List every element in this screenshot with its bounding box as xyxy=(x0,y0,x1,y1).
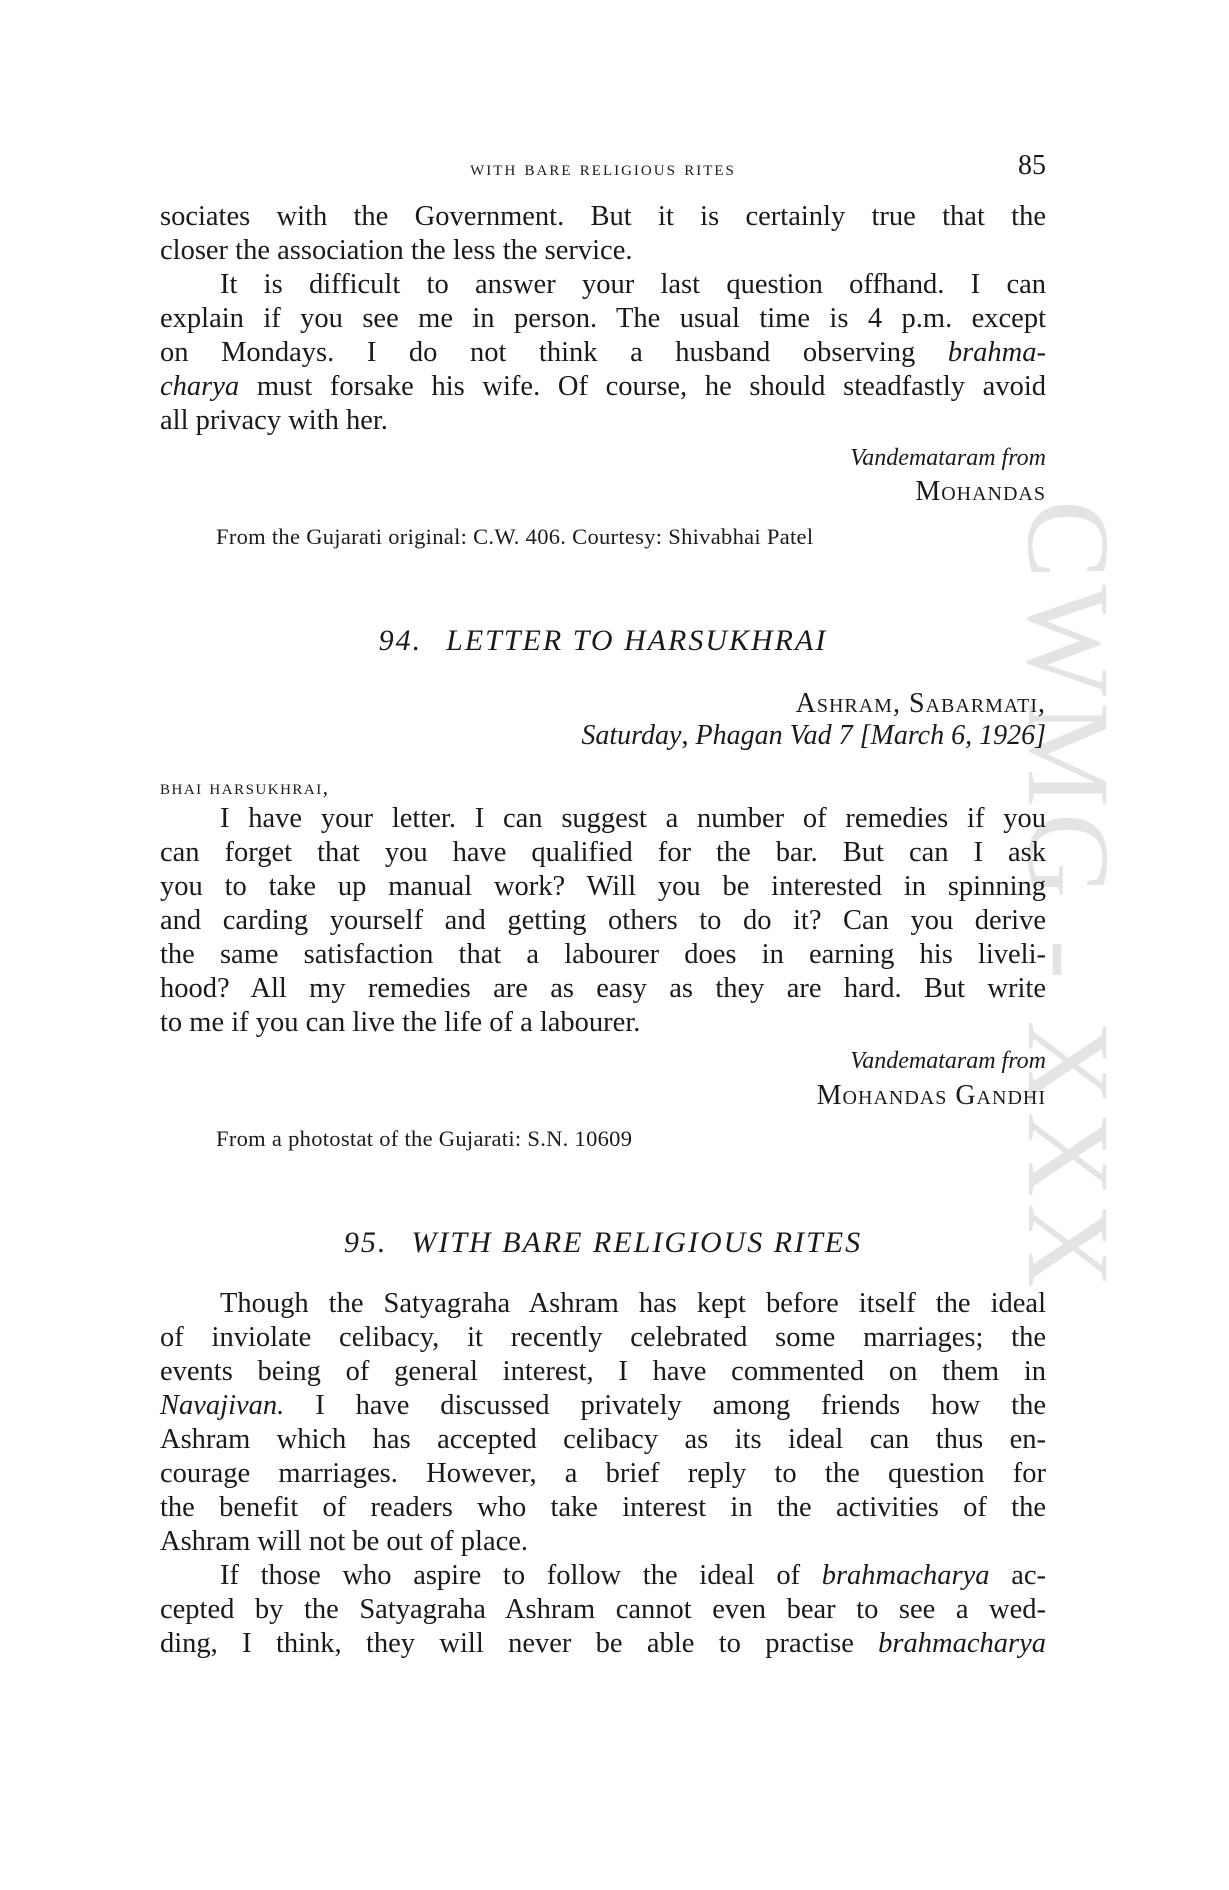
text-segment: must forsake his wife. Of course, he should steadfastly avoid xyxy=(239,371,1046,402)
text-line: I have your letter. I can suggest a number of remedies if you xyxy=(220,803,1046,834)
section-number: 94. xyxy=(378,624,423,657)
source-note: From a photostat of the Gujarati: S.N. 10609 xyxy=(216,1126,633,1151)
text-line: you to take up manual work? Will you be interested in spinning xyxy=(160,871,1046,902)
signature: Mohandas Gandhi xyxy=(816,1080,1046,1111)
watermark: CWMG - XXX xyxy=(1003,500,1134,1295)
date-line xyxy=(581,720,1046,752)
text-line: sociates with the Government. But it is certainly true that the xyxy=(160,201,1046,232)
text-line: It is difficult to answer your last question offhand. I can xyxy=(220,269,1046,300)
date-month: Phagan Vad 7 xyxy=(695,720,853,751)
italic-term: brahmacharya xyxy=(821,1560,990,1591)
letter-94-body xyxy=(160,802,1046,1040)
signoff: Vandemataram from xyxy=(850,1048,1046,1074)
running-head xyxy=(160,150,1046,186)
text-line: to me if you can live the life of a labourer. xyxy=(160,1007,641,1038)
text-line xyxy=(160,1389,1046,1423)
text-line: events being of general interest, I have commented on them in xyxy=(160,1356,1046,1387)
text-line: the benefit of readers who take interest in the activities of the xyxy=(160,1492,1046,1523)
text-line: and carding yourself and getting others to do it? Can you derive xyxy=(160,905,1046,936)
text-line: all privacy with her. xyxy=(160,405,388,436)
date-bracket: [March 6, 1926] xyxy=(852,720,1046,751)
text-segment: I have discussed privately among friends how the xyxy=(284,1390,1046,1421)
italic-term: Navajivan. xyxy=(160,1390,285,1421)
section-title: WITH BARE RELIGIOUS RITES xyxy=(411,1226,863,1259)
date-day: Saturday xyxy=(581,720,682,751)
section-number: 95. xyxy=(343,1226,388,1259)
text-line: Ashram which has accepted celibacy as its ideal can thus en- xyxy=(160,1424,1046,1455)
signature: Mohandas xyxy=(915,476,1046,507)
previous-letter-body xyxy=(160,200,1046,438)
text-line: Ashram will not be out of place. xyxy=(160,1526,529,1557)
salutation: bhai harsukhrai, xyxy=(160,775,330,799)
italic-term: charya xyxy=(160,371,240,402)
text-line xyxy=(160,336,1046,370)
source-note: From the Gujarati original: C.W. 406. Courtesy: Shivabhai Patel xyxy=(216,524,814,549)
signoff: Vandemataram from xyxy=(850,445,1046,471)
page-number: 85 xyxy=(1018,150,1046,181)
text-line: explain if you see me in person. The usual time is 4 p.m. except xyxy=(160,303,1046,334)
section-heading-94 xyxy=(160,624,1046,658)
place-line: Ashram, Sabarmati, xyxy=(795,688,1046,719)
text-line: can forget that you have qualified for the bar. But can I ask xyxy=(160,837,1046,868)
text-line xyxy=(160,1559,1046,1593)
text-line: closer the association the less the service. xyxy=(160,235,633,266)
italic-term: brahma- xyxy=(947,337,1046,368)
running-title: with bare religious rites xyxy=(470,156,736,180)
section-title: LETTER TO HARSUKHRAI xyxy=(446,624,828,657)
text-line: of inviolate celibacy, it recently celebrated some marriages; the xyxy=(160,1322,1046,1353)
article-95-body xyxy=(160,1287,1046,1661)
text-segment: ac- xyxy=(989,1560,1046,1591)
text-line: courage marriages. However, a brief reply to the question for xyxy=(160,1458,1046,1489)
section-heading-95 xyxy=(160,1226,1046,1260)
text-line xyxy=(160,1627,1046,1661)
text-segment: ding, I think, they will never be able to practise xyxy=(160,1628,879,1659)
date-separator: , xyxy=(681,720,696,751)
text-line: hood? All my remedies are as easy as they are hard. But write xyxy=(160,973,1046,1004)
text-line: the same satisfaction that a labourer does in earning his liveli- xyxy=(160,939,1046,970)
text-line xyxy=(160,370,1046,404)
text-line: cepted by the Satyagraha Ashram cannot even bear to see a wed- xyxy=(160,1594,1046,1625)
italic-term: brahmacharya xyxy=(878,1628,1046,1659)
text-segment: If those who aspire to follow the ideal of xyxy=(220,1560,822,1591)
text-line: Though the Satyagraha Ashram has kept before itself the ideal xyxy=(220,1288,1046,1319)
text-segment: on Mondays. I do not think a husband observing xyxy=(160,337,948,368)
